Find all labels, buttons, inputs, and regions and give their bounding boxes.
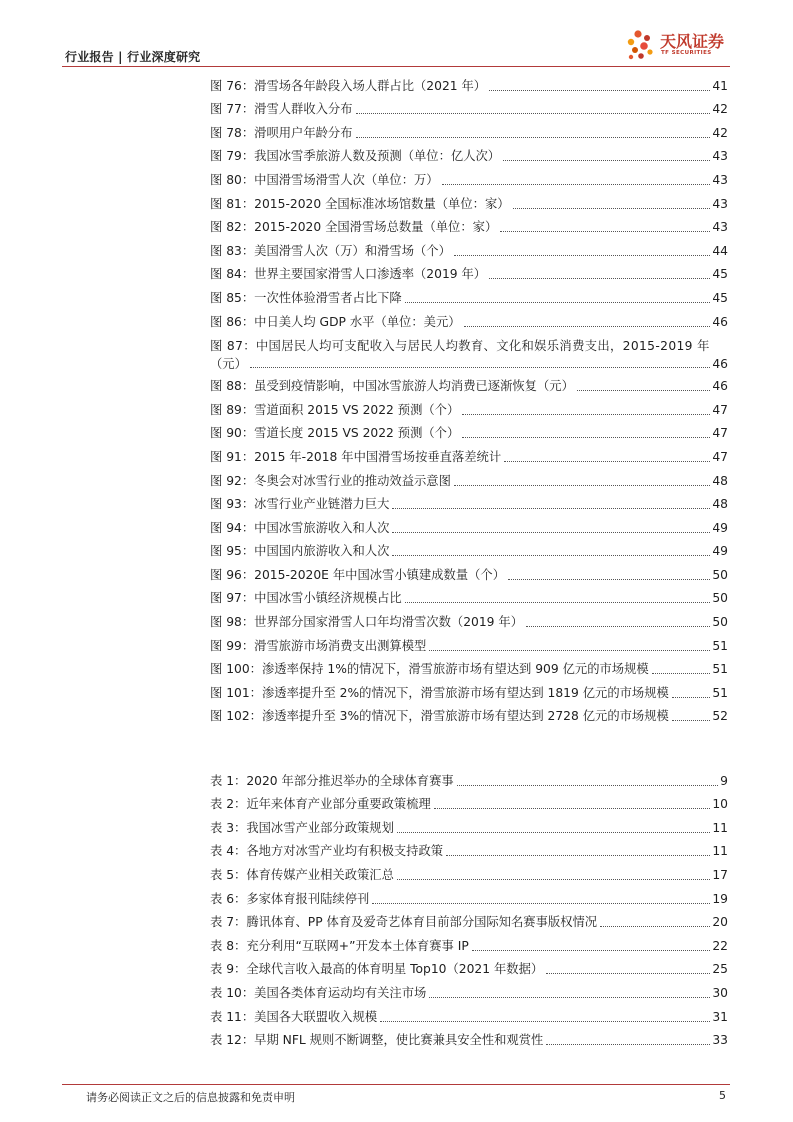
brand-name: 天风证券 <box>660 32 725 51</box>
toc-entry[interactable]: 图 86：中日美人均 GDP 水平（单位：美元） 46 <box>210 314 728 329</box>
toc-entry[interactable]: 图 89：雪道面积 2015 VS 2022 预测（个） 47 <box>210 402 728 417</box>
toc-entry[interactable]: 表 6：多家体育报刊陆续停刊 19 <box>210 891 728 906</box>
toc-entry[interactable]: 图 100：渗透率保持 1%的情况下，滑雪旅游市场有望达到 909 亿元的市场规模 51 <box>210 662 728 677</box>
toc-entry[interactable]: 图 97：中国冰雪小镇经济规模占比 50 <box>210 591 728 606</box>
toc-entry[interactable]: 图 78：滑呗用户年龄分布 42 <box>210 125 728 140</box>
toc-entry[interactable]: 表 12：早期 NFL 规则不断调整，使比赛兼具安全性和观赏性 33 <box>210 1033 728 1048</box>
flower-logo-icon <box>622 26 658 66</box>
toc-entry[interactable]: 表 4：各地方对冰雪产业均有积极支持政策 11 <box>210 844 728 859</box>
toc-entry[interactable]: 图 85：一次性体验滑雪者占比下降 45 <box>210 290 728 305</box>
toc-entry[interactable]: 图 76：滑雪场各年龄段入场人群占比（2021 年） 41 <box>210 78 728 93</box>
toc-entry[interactable]: 表 8：充分利用“互联网+”开发本土体育赛事 IP 22 <box>210 938 728 953</box>
toc-entry[interactable]: 表 3：我国冰雪产业部分政策规划 11 <box>210 820 728 835</box>
footer-disclaimer: 请务必阅读正文之后的信息披露和免责申明 <box>86 1091 295 1104</box>
toc-entry[interactable]: 图 99：滑雪旅游市场消费支出测算模型 51 <box>210 638 728 653</box>
table-list <box>210 767 728 1050</box>
toc-entry[interactable]: 图 79：我国冰雪季旅游人数及预测（单位：亿人次） 43 <box>210 149 728 164</box>
toc-entry[interactable]: 图 90：雪道长度 2015 VS 2022 预测（个） 47 <box>210 426 728 441</box>
toc-entry[interactable]: 图 101：渗透率提升至 2%的情况下，滑雪旅游市场有望达到 1819 亿元的市场规模 51 <box>210 685 728 700</box>
toc-entry[interactable]: 表 9：全球代言收入最高的体育明星 Top10（2021 年数据） 25 <box>210 962 728 977</box>
report-category: 行业报告 | 行业深度研究 <box>65 50 201 64</box>
toc-entry[interactable]: 图 96：2015-2020E 年中国冰雪小镇建成数量（个） 50 <box>210 567 728 582</box>
toc-entry[interactable]: 图 82：2015-2020 全国滑雪场总数量（单位：家） 43 <box>210 220 728 235</box>
toc-entry[interactable]: 图 80：中国滑雪场滑雪人次（单位：万） 43 <box>210 172 728 187</box>
toc-entry[interactable]: 表 11：美国各大联盟收入规模 31 <box>210 1009 728 1024</box>
toc-entry[interactable]: 图 88：虽受到疫情影响，中国冰雪旅游人均消费已逐渐恢复（元） 46 <box>210 379 728 394</box>
toc-entry[interactable]: 表 7：腾讯体育、PP 体育及爱奇艺体育目前部分国际知名赛事版权情况 20 <box>210 915 728 930</box>
toc-entry[interactable]: 图 91：2015 年-2018 年中国滑雪场按垂直落差统计 47 <box>210 449 728 464</box>
brand-logo <box>622 26 734 66</box>
toc-entry[interactable]: 图 98：世界部分国家滑雪人口年均滑雪次数（2019 年） 50 <box>210 615 728 630</box>
toc-entry[interactable]: 图 81：2015-2020 全国标准冰场馆数量（单位：家） 43 <box>210 196 728 211</box>
toc-entry[interactable]: 图 95：中国国内旅游收入和人次 49 <box>210 544 728 559</box>
figure-list <box>210 72 728 726</box>
toc-entry[interactable]: 图 77：滑雪人群收入分布 42 <box>210 102 728 117</box>
toc-entry[interactable]: 图 94：中国冰雪旅游收入和人次 49 <box>210 520 728 535</box>
toc-entry[interactable]: 图 83：美国滑雪人次（万）和滑雪场（个） 44 <box>210 243 728 258</box>
toc-entry[interactable]: 图 84：世界主要国家滑雪人口渗透率（2019 年） 45 <box>210 267 728 282</box>
footer-divider <box>62 1084 730 1085</box>
toc-entry[interactable]: 表 5：体育传媒产业相关政策汇总 17 <box>210 867 728 882</box>
toc-entry[interactable]: 图 102：渗透率提升至 3%的情况下，滑雪旅游市场有望达到 2728 亿元的市场规模 52 <box>210 709 728 724</box>
toc-entry[interactable]: 图 92：冬奥会对冰雪行业的推动效益示意图 48 <box>210 473 728 488</box>
header-divider <box>62 66 730 67</box>
brand-name-en: TF SECURITIES <box>661 50 712 56</box>
toc-entry[interactable]: 表 1：2020 年部分推迟举办的全球体育赛事 9 <box>210 773 728 788</box>
page-number: 5 <box>719 1089 726 1102</box>
toc-entry[interactable]: 表 2：近年来体育产业部分重要政策梳理 10 <box>210 797 728 812</box>
toc-entry[interactable]: 图 87：中国居民人均可支配收入与居民人均教育、文化和娱乐消费支出，2015-2019 年 （元） 46 <box>210 338 728 371</box>
toc-entry[interactable]: 表 10：美国各类体育运动均有关注市场 30 <box>210 985 728 1000</box>
toc-entry[interactable]: 图 93：冰雪行业产业链潜力巨大 48 <box>210 497 728 512</box>
